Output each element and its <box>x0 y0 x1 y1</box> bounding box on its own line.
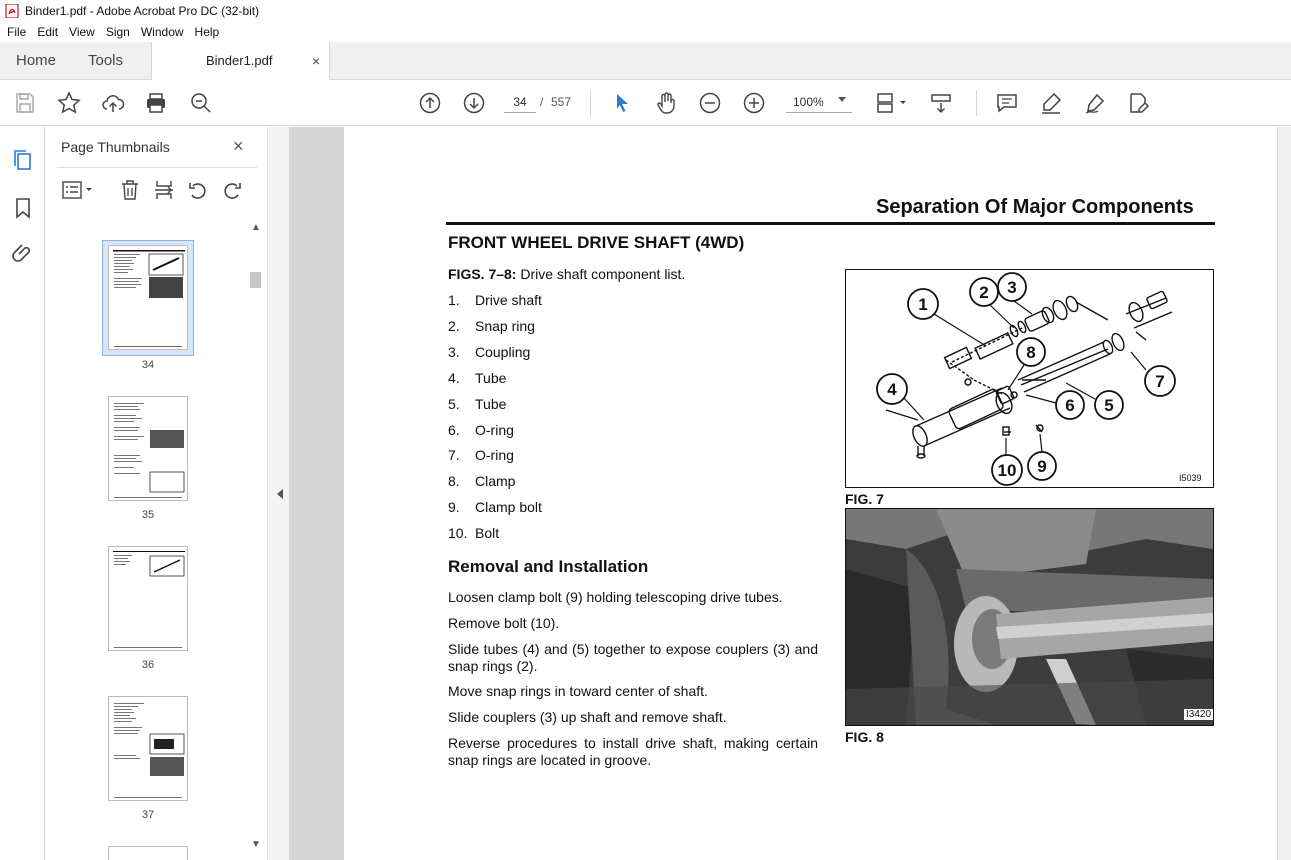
figure-ref-label: FIGS. 7–8: <box>448 266 517 282</box>
procedure-step: Move snap rings in toward center of shaft. <box>448 683 708 699</box>
close-panel-icon[interactable]: × <box>233 136 244 156</box>
menu-edit[interactable]: Edit <box>37 25 59 39</box>
callout-5: 5 <box>1104 396 1114 415</box>
callout-1: 1 <box>918 295 928 314</box>
figure-7-diagram <box>845 269 1214 488</box>
figure-8-photo <box>845 508 1214 726</box>
callout-4: 4 <box>887 380 897 399</box>
toolbar-divider <box>976 90 977 116</box>
figure-8-caption: FIG. 8 <box>845 729 884 745</box>
zoom-search-icon[interactable] <box>189 91 213 115</box>
header-rule <box>446 222 1215 225</box>
page-thumbnail-36[interactable] <box>108 546 188 651</box>
procedure-step: Slide couplers (3) up shaft and remove shaft. <box>448 709 727 725</box>
comment-icon[interactable] <box>995 91 1019 115</box>
thumbnail-preview <box>109 547 187 650</box>
toolbar <box>0 80 1291 126</box>
component-item: 2. Snap ring <box>448 318 535 334</box>
callout-9: 9 <box>1037 457 1047 476</box>
figure-7-caption: FIG. 7 <box>845 491 884 507</box>
figure-reference <box>448 266 685 282</box>
drive-shaft-exploded-view <box>846 270 1213 487</box>
pdf-page <box>344 127 1277 860</box>
procedure-step: Remove bolt (10). <box>448 615 560 631</box>
chevron-down-icon <box>838 97 846 102</box>
zoom-out-icon[interactable] <box>698 91 722 115</box>
sign-pen-icon[interactable] <box>1083 91 1107 115</box>
callout-2: 2 <box>979 283 989 302</box>
delete-trash-icon[interactable] <box>119 179 141 201</box>
menu-view[interactable]: View <box>69 25 95 39</box>
close-tab-icon[interactable]: × <box>312 53 321 69</box>
menu-bar <box>0 22 1291 42</box>
tab-bar <box>0 42 1291 80</box>
upload-cloud-icon[interactable] <box>101 91 125 115</box>
drive-shaft-photo <box>846 509 1213 725</box>
callout-6: 6 <box>1065 396 1075 415</box>
scroll-down-icon[interactable]: ▼ <box>251 839 261 850</box>
callout-7: 7 <box>1155 372 1165 391</box>
tab-document[interactable] <box>151 42 330 81</box>
component-item: 3. Coupling <box>448 344 531 360</box>
component-item: 8. Clamp <box>448 473 516 489</box>
subsection-title: Removal and Installation <box>448 557 649 576</box>
insert-pages-icon[interactable] <box>153 179 175 201</box>
scroll-mode-icon[interactable] <box>929 91 953 115</box>
hand-tool-icon[interactable] <box>654 91 678 115</box>
thumbnail-page-number: 35 <box>141 509 155 521</box>
rotate-right-icon[interactable] <box>221 179 243 201</box>
options-menu-icon[interactable] <box>61 179 95 201</box>
page-display-icon[interactable] <box>875 91 909 115</box>
scroll-up-icon[interactable]: ▲ <box>251 222 261 233</box>
left-navigation-rail <box>0 127 45 860</box>
highlight-pen-icon[interactable] <box>1039 91 1063 115</box>
page-thumbnail-34[interactable] <box>108 245 188 350</box>
collapse-panel-icon[interactable] <box>277 489 283 499</box>
menu-window[interactable]: Window <box>140 25 184 39</box>
page-thumbnail-next[interactable] <box>108 846 188 860</box>
title-bar <box>0 0 1291 22</box>
section-title: FRONT WHEEL DRIVE SHAFT (4WD) <box>448 233 745 252</box>
tab-home[interactable]: Home <box>16 52 57 69</box>
panel-divider <box>57 167 257 168</box>
callout-3: 3 <box>1007 278 1017 297</box>
component-item: 5. Tube <box>448 396 507 412</box>
tab-tools[interactable]: Tools <box>88 52 124 69</box>
figure-code: I5039 <box>1179 473 1202 483</box>
acrobat-logo-icon <box>5 4 19 18</box>
select-cursor-icon[interactable] <box>610 91 634 115</box>
page-thumbnails-panel <box>45 127 267 860</box>
toolbar-divider <box>590 90 591 116</box>
figure-ref-text: Drive shaft component list. <box>516 266 686 282</box>
panel-title: Page Thumbnails <box>61 139 170 155</box>
zoom-in-icon[interactable] <box>742 91 766 115</box>
bookmark-star-icon[interactable] <box>57 91 81 115</box>
save-icon[interactable] <box>13 91 37 115</box>
bookmark-icon[interactable] <box>11 196 35 220</box>
page-separator: / <box>540 95 544 109</box>
thumbnail-scrollbar[interactable] <box>247 220 264 857</box>
component-item: 6. O-ring <box>448 422 514 438</box>
print-icon[interactable] <box>144 91 168 115</box>
panel-collapse-gutter[interactable] <box>267 127 289 860</box>
document-viewer[interactable] <box>289 127 1291 860</box>
previous-page-icon[interactable] <box>418 91 442 115</box>
procedure-step: Slide tubes (4) and (5) together to expose couplers (3) and snap rings (2). <box>448 641 818 674</box>
component-item: 10. Bolt <box>448 525 500 541</box>
thumbnail-preview <box>109 697 187 800</box>
figure-code: I3420 <box>1186 709 1212 720</box>
attachment-icon[interactable] <box>11 241 35 265</box>
page-header: Separation Of Major Components <box>876 196 1194 218</box>
page-number-input[interactable] <box>504 91 536 113</box>
window-title: Binder1.pdf - Adobe Acrobat Pro DC (32-bit) <box>25 4 260 18</box>
thumbnail-page-number: 37 <box>141 809 155 821</box>
component-item: 9. Clamp bolt <box>448 499 542 515</box>
page-thumbnail-37[interactable] <box>108 696 188 801</box>
component-item: 1. Drive shaft <box>448 292 542 308</box>
tab-document-label: Binder1.pdf <box>206 53 273 68</box>
next-page-icon[interactable] <box>462 91 486 115</box>
rotate-left-icon[interactable] <box>187 179 209 201</box>
document-scroll-edge[interactable] <box>1278 127 1291 860</box>
zoom-level-select[interactable] <box>786 91 852 113</box>
page-thumbnails-icon[interactable] <box>11 149 35 173</box>
thumbnail-preview <box>109 397 187 500</box>
menu-file[interactable]: File <box>7 25 27 39</box>
menu-help[interactable]: Help <box>194 25 220 39</box>
thumbnail-page-number: 36 <box>141 659 155 671</box>
scroll-thumb[interactable] <box>250 272 261 288</box>
component-item: 4. Tube <box>448 370 507 386</box>
thumbnail-page-number: 34 <box>141 359 155 371</box>
edit-form-icon[interactable] <box>1127 91 1151 115</box>
procedure-step: Reverse procedures to install drive shaft, making certain snap rings are located in groove. <box>448 735 818 768</box>
page-thumbnail-35[interactable] <box>108 396 188 501</box>
zoom-level-value: 100% <box>793 95 824 109</box>
callout-10: 10 <box>997 461 1017 480</box>
page-total: 557 <box>551 95 572 109</box>
callout-8: 8 <box>1026 343 1036 362</box>
menu-sign[interactable]: Sign <box>105 25 130 39</box>
component-item: 7. O-ring <box>448 447 514 463</box>
thumbnail-preview <box>109 246 187 349</box>
procedure-step: Loosen clamp bolt (9) holding telescoping drive tubes. <box>448 589 783 605</box>
